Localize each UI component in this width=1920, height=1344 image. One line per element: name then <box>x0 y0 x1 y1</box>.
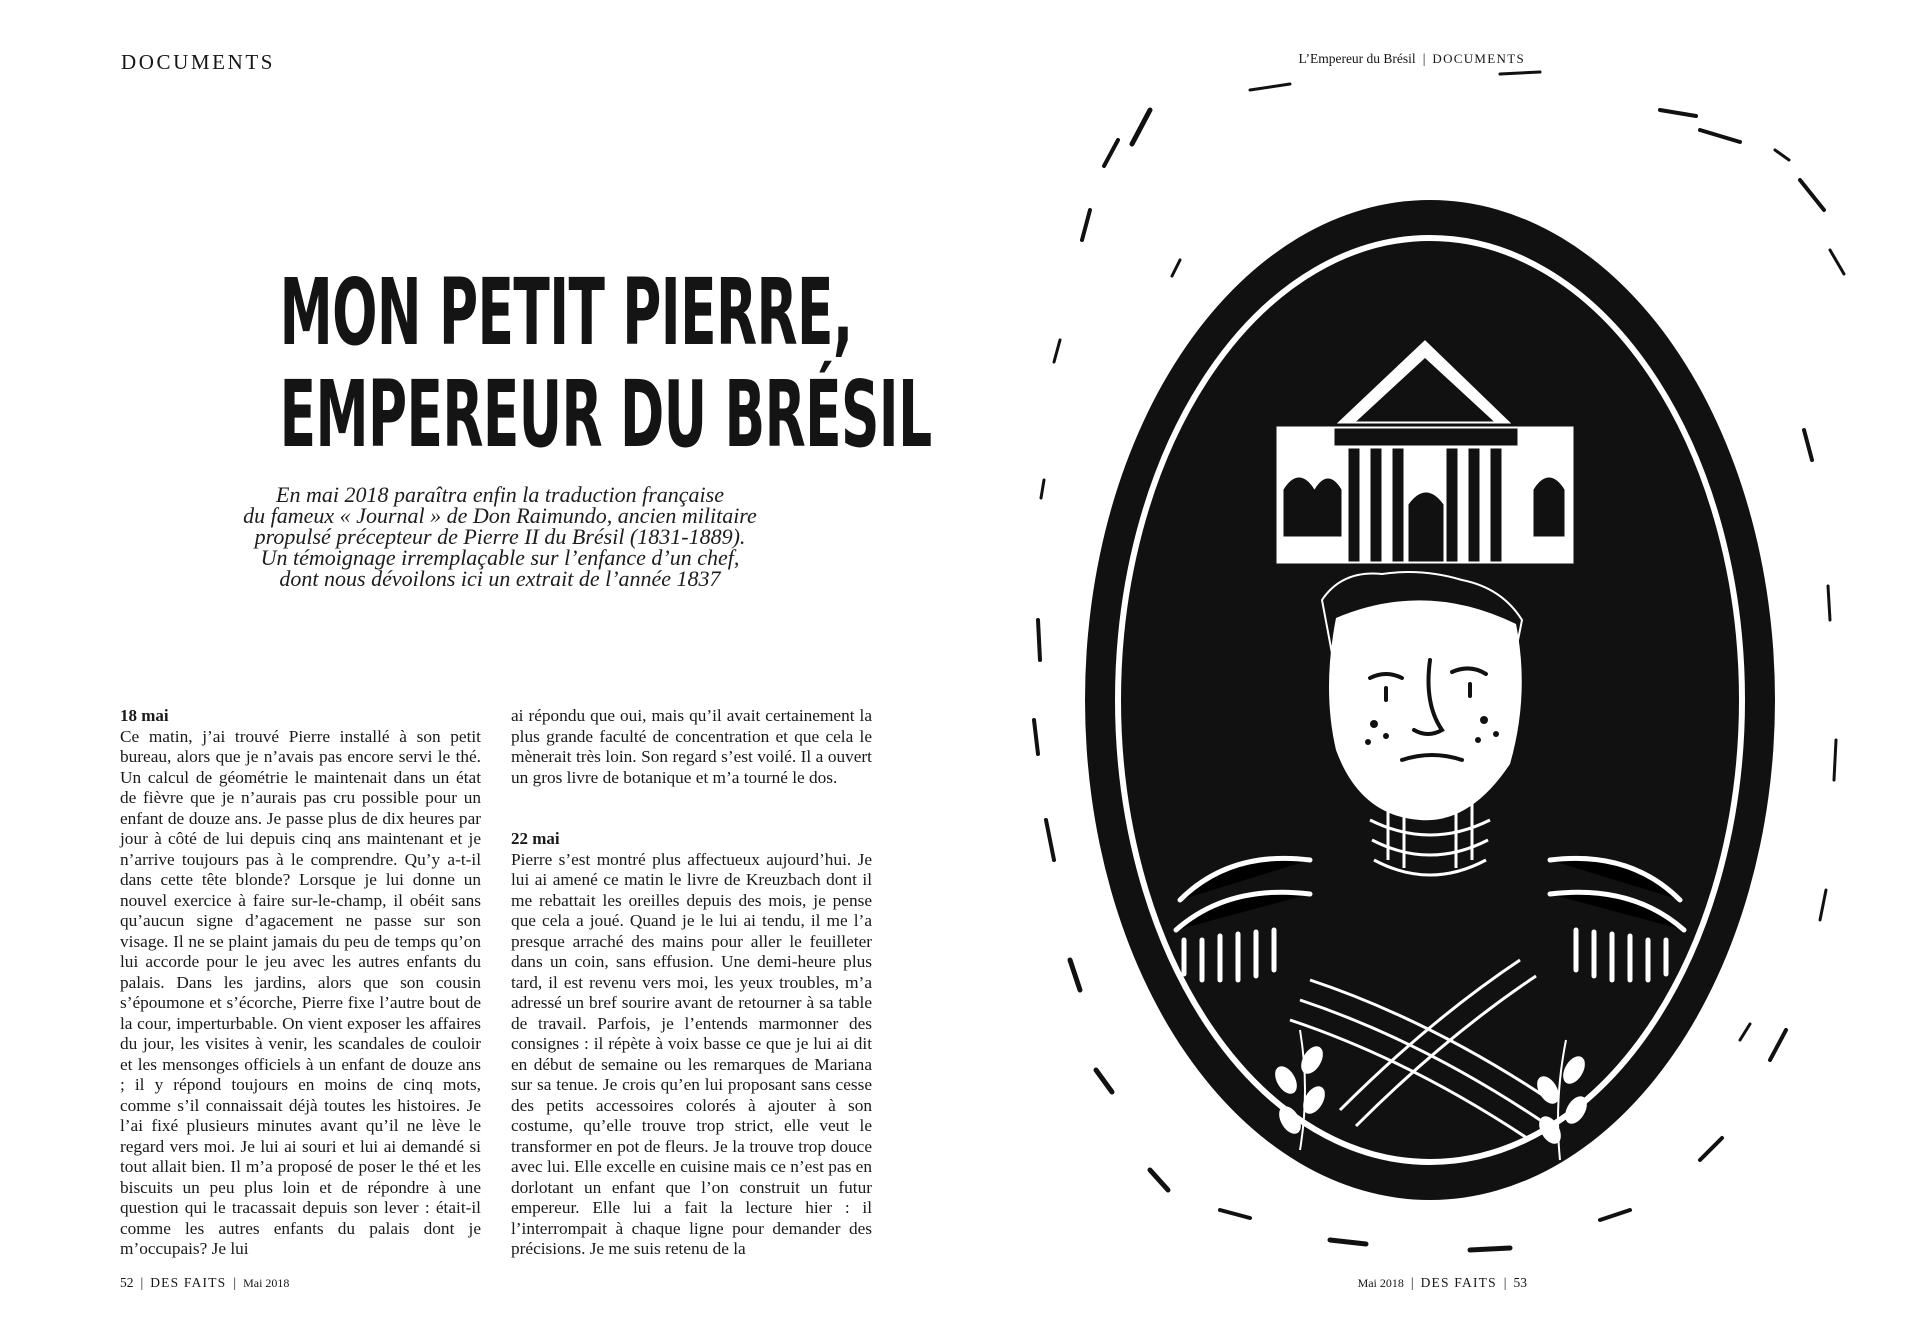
lede-line-3: propulsé précepteur de Pierre II du Brésil (1831-1889). <box>254 524 746 549</box>
page-title <box>279 259 932 468</box>
issue-month-left: Mai 2018 <box>243 1276 290 1290</box>
article-column-1 <box>120 706 481 1260</box>
entry-text-18-mai-continued: ai répondu que oui, mais qu’il avait certainement la plus grande faculté de concentration et que cela le mènerait très loin. Son regard s’est voilé. Il a ouvert un gros livre de botanique et m’a tourné le dos. <box>511 706 872 787</box>
entry-date-18-mai: 18 mai <box>120 706 169 725</box>
magazine-name-left: DES FAITS <box>150 1275 227 1290</box>
lede-line-1: En mai 2018 paraîtra enfin la traduction française <box>276 482 724 507</box>
folio-left: 52 | DES FAITS | Mai 2018 <box>120 1275 290 1290</box>
folio-right: Mai 2018 | DES FAITS | 53 <box>1357 1275 1527 1290</box>
portrait-illustration <box>1000 60 1880 1300</box>
page-number-left: 52 <box>120 1275 134 1290</box>
page-number-right: 53 <box>1513 1275 1527 1290</box>
running-header-right: L’Empereur du Brésil | DOCUMENTS <box>1298 51 1525 66</box>
title-line-1: MON PETIT PIERRE, <box>279 259 853 366</box>
lede-line-4: Un témoignage irremplaçable sur l’enfance d’un chef, <box>260 545 740 570</box>
lede <box>180 484 820 589</box>
entry-text-22-mai: Pierre s’est montré plus affectueux aujourd’hui. Je lui ai amené ce matin le livre de Kreuzbach dont il me rebattait les oreilles depuis des mois, je pense que cela a joué. Quand je le lui ai tendu, il me l’a presque arraché des mains pour aller le feuilleter dans un coin, sans effusion. Une demi-heure plus tard, il est revenu vers moi, les yeux troubles, m’a adressé un bref sourire avant de retourner à sa table de travail. Parfois, je l’entends marmonner des consignes : il répète à voix basse ce que je lui ai dit en début de semaine ou les remarques de Mariana sur sa tenue. Je crois qu’en lui proposant sans cesse des petits accessoires colorés à ajouter à son costume, qu’elle trouve trop strict, elle veut le transformer en pot de fleurs. Je la trouve trop douce avec lui. Elle excelle en cuisine mais ce n’est pas en dorlotant un enfant que l’on construit un futur empereur. Elle lui a fait la lecture hier : il l’interrompait à chaque ligne pour demander des précisions. Je me suis retenu de la <box>511 849 872 1258</box>
running-title: L’Empereur du Brésil <box>1298 51 1416 66</box>
issue-month-right: Mai 2018 <box>1357 1276 1404 1290</box>
entry-date-22-mai: 22 mai <box>511 829 560 848</box>
title-line-2: EMPEREUR DU BRÉSIL <box>279 361 932 468</box>
entry-text-18-mai: Ce matin, j’ai trouvé Pierre installé à son petit bureau, alors que je n’avais pas encore servi le thé. Un calcul de géométrie le maintenait dans un état de fièvre que je n’aurais pas cru possible pour un enfant de douze ans. Je passe plus de dix heures par jour à côté de lui depuis cinq ans maintenant et je n’arrive toujours pas à le comprendre. Qu’y a-t-il dans cette tête blonde? Lorsque je lui donne un nouvel exercice à faire sur-le-champ, il obéit sans qu’aucun signe d’agacement ne passe sur son visage. Il ne se plaint jamais du peu de temps qu’on lui accorde pour le jeu avec les autres enfants du palais. Dans les jardins, alors que son cousin s’époumone et s’écorche, Pierre fixe l’autre bout de la cour, imperturbable. On vient exposer les affaires du jour, les visites à venir, les scandales de couloir et les mensonges officiels à un enfant de douze ans ; il y répond toujours en moins de cinq mots, comme s’il connaissait déjà toutes les histoires. Je l’ai fixé plusieurs minutes avant qu’il ne lève le regard vers moi. Je lui ai souri et lui ai demandé si tout allait bien. Il m’a proposé de poser le thé et les biscuits un peu plus loin et de répondre à une question qui le tracassait depuis son lever : était-il comme les autres enfants du palais dont je m’occupais? Je lui <box>120 726 481 1258</box>
lede-line-5: dont nous dévoilons ici un extrait de l’année 1837 <box>279 566 721 591</box>
section-label-right: DOCUMENTS <box>1432 51 1525 66</box>
article-column-2 <box>511 706 872 1260</box>
magazine-name-right: DES FAITS <box>1420 1275 1497 1290</box>
lede-line-2: du fameux « Journal » de Don Raimundo, ancien militaire <box>243 503 757 528</box>
section-label-left: DOCUMENTS <box>121 50 276 74</box>
